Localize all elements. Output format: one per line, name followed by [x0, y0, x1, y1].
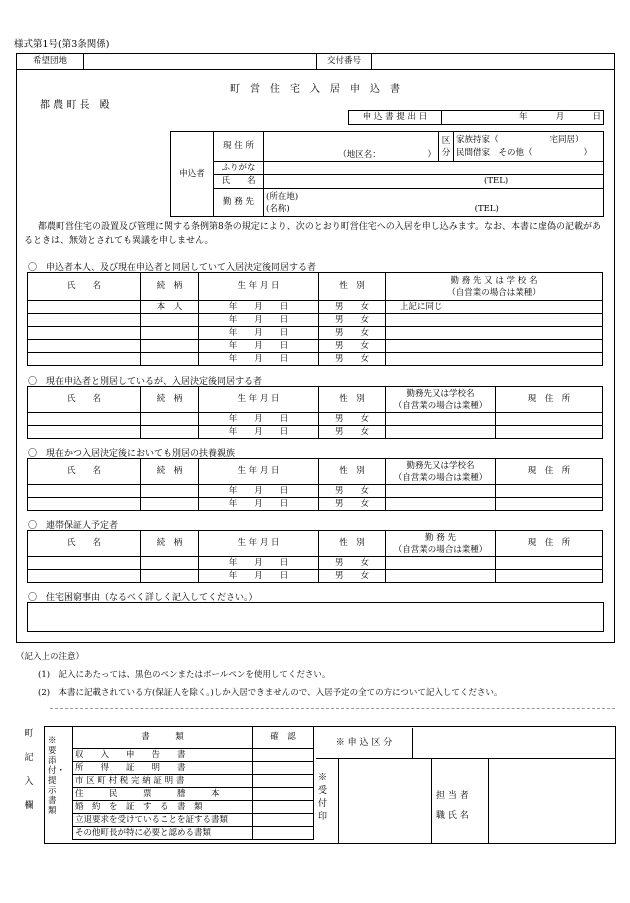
- section1-title: 〇 申込者本人、及び現在申込者と同居していて入居決定後同居する者: [28, 263, 317, 273]
- work-cell[interactable]: [386, 314, 603, 327]
- work-cell[interactable]: [386, 353, 603, 366]
- day-unit: 日: [592, 112, 601, 122]
- address-field[interactable]: [264, 132, 439, 162]
- staff-field[interactable]: [488, 759, 615, 843]
- work-cell[interactable]: [386, 413, 496, 426]
- s2-h-work: 勤務先又は学校名 （自営業の場合は業種）: [386, 387, 496, 413]
- relation-cell: 本 人: [141, 301, 199, 314]
- name-cell[interactable]: [28, 353, 141, 366]
- furigana-label: ふりがな: [214, 162, 264, 175]
- sex-cell[interactable]: 男 女: [319, 498, 386, 511]
- sex-cell[interactable]: 男 女: [319, 327, 386, 340]
- work-cell: 上記に同じ: [386, 301, 603, 314]
- name-cell[interactable]: [28, 340, 141, 353]
- sex-cell[interactable]: 男 女: [319, 340, 386, 353]
- addressee: 都 農 町 長 殿: [40, 100, 110, 111]
- section4-title: 〇 連帯保証人予定者: [28, 521, 119, 531]
- table-row: [28, 570, 603, 583]
- table-row: [28, 426, 603, 439]
- dob-cell[interactable]: 年 月 日: [199, 498, 319, 511]
- doc-item: その他町長が特に必要と認める書類: [73, 827, 253, 840]
- doc-item: 立退要求を受けていることを証する書類: [73, 814, 253, 827]
- name-cell[interactable]: [28, 426, 141, 439]
- name-cell[interactable]: [28, 570, 141, 583]
- sex-cell[interactable]: 男 女: [319, 413, 386, 426]
- s2-h-address: 現 住 所: [496, 387, 603, 413]
- relation-cell[interactable]: [141, 314, 199, 327]
- s2-h-sex: 性 別: [319, 387, 386, 413]
- required-docs-label: ※要添付・提示書類: [48, 736, 66, 816]
- dob-cell[interactable]: 年 月 日: [199, 485, 319, 498]
- header-table: [16, 53, 615, 70]
- doc-item: 市 区 町 村 税 完 納 証 明 書: [73, 775, 253, 788]
- name-cell[interactable]: [28, 314, 141, 327]
- doc-check[interactable]: [253, 827, 314, 840]
- dob-cell[interactable]: 年 月 日: [199, 340, 319, 353]
- table-row: [28, 485, 603, 498]
- relation-cell[interactable]: [141, 426, 199, 439]
- dob-cell[interactable]: 年 月 日: [199, 314, 319, 327]
- name-cell[interactable]: [28, 485, 141, 498]
- name-field[interactable]: [264, 175, 604, 189]
- koufu-field[interactable]: [372, 54, 615, 70]
- koufu-label: 交付番号: [317, 54, 372, 70]
- section1-table: [27, 272, 603, 366]
- relation-cell[interactable]: [141, 570, 199, 583]
- work-field[interactable]: [264, 189, 604, 217]
- doc-item: 収 入 申 告 書: [73, 749, 253, 762]
- section2-table: [27, 386, 603, 439]
- work-cell[interactable]: [386, 498, 496, 511]
- name-cell[interactable]: [28, 498, 141, 511]
- dob-cell[interactable]: 年 月 日: [199, 353, 319, 366]
- doc-item: 所 得 証 明 書: [73, 762, 253, 775]
- address-cell[interactable]: [496, 570, 603, 583]
- submit-date-field[interactable]: [442, 111, 604, 125]
- declaration-text: 都農町営住宅の設置及び管理に関する条例第8条の規定により、次のとおり町営住宅への入居を申し込みます。なお、本書に虚偽の記載があるときは、無効とされても異議を申しません。: [24, 222, 602, 246]
- s1-h-name: 氏 名: [28, 273, 141, 301]
- s1-h-dob: 生 年 月 日: [199, 273, 319, 301]
- doc-check[interactable]: [253, 814, 314, 827]
- dob-cell[interactable]: 年 月 日: [199, 301, 319, 314]
- sex-cell[interactable]: 男 女: [319, 301, 386, 314]
- s2-h-relation: 続 柄: [141, 387, 199, 413]
- section3-title: 〇 現在かつ入居決定後においても別居の扶養親族: [28, 449, 236, 459]
- tel-label: (TEL): [484, 176, 509, 186]
- table-row: [28, 327, 603, 340]
- address-cell[interactable]: [496, 557, 603, 570]
- docs-header: 書 類: [73, 727, 253, 749]
- sex-cell[interactable]: 男 女: [319, 557, 386, 570]
- work-cell[interactable]: [386, 570, 496, 583]
- table-row: [28, 498, 603, 511]
- applicant-block-label: 申込者: [171, 132, 214, 217]
- sex-cell[interactable]: 男 女: [319, 426, 386, 439]
- work-label: 勤 務 先: [214, 189, 264, 217]
- sex-cell[interactable]: 男 女: [319, 485, 386, 498]
- s4-h-name: 氏 名: [28, 531, 141, 557]
- s4-h-work: 勤 務 先 （自営業の場合は業種）: [386, 531, 496, 557]
- doc-item: 住 民 票 謄 本: [73, 788, 253, 801]
- month-unit: 月: [555, 112, 565, 122]
- s3-h-name: 氏 名: [28, 459, 141, 485]
- docs-table: [72, 726, 314, 840]
- doc-item: 婚 約 を 証 す る 書 類: [73, 801, 253, 814]
- notes-heading: （記入上の注意）: [16, 652, 85, 662]
- address-cell[interactable]: [496, 498, 603, 511]
- relation-cell[interactable]: [141, 353, 199, 366]
- section4-table: [27, 530, 603, 583]
- staff-label: 担 当 者 職 氏 名: [436, 791, 469, 821]
- section3-table: [27, 458, 603, 511]
- relation-cell[interactable]: [141, 498, 199, 511]
- s3-h-relation: 続 柄: [141, 459, 199, 485]
- table-row: [28, 301, 603, 314]
- kubun-label: 区分: [439, 132, 454, 162]
- separator-line: [50, 708, 615, 709]
- kubun-options[interactable]: [454, 132, 604, 162]
- submit-date-table: [348, 110, 604, 125]
- s2-h-dob: 生 年 月 日: [199, 387, 319, 413]
- dob-cell[interactable]: 年 月 日: [199, 327, 319, 340]
- work-tel-label: (TEL): [474, 203, 499, 214]
- form-title: 町 営 住 宅 入 居 申 込 書: [230, 84, 400, 95]
- doc-check[interactable]: [253, 749, 314, 762]
- note-1: (1) 記入にあたっては、黒色のペンまたはボールペンを使用してください。: [38, 670, 331, 680]
- s1-h-work: 勤 務 先 又 は 学 校 名 （自営業の場合は業種）: [386, 273, 603, 301]
- s3-h-dob: 生 年 月 日: [199, 459, 319, 485]
- table-row: [28, 353, 603, 366]
- dob-cell[interactable]: 年 月 日: [199, 557, 319, 570]
- furigana-field[interactable]: [264, 162, 604, 175]
- district-label: （地区名： ）: [338, 150, 436, 160]
- kibou-label: 希望団地: [17, 54, 84, 70]
- doc-check[interactable]: [253, 762, 314, 775]
- name-cell[interactable]: [28, 301, 141, 314]
- s1-h-relation: 続 柄: [141, 273, 199, 301]
- confirm-header: 確 認: [253, 727, 314, 749]
- s3-h-address: 現 住 所: [496, 459, 603, 485]
- hardship-reason-field[interactable]: [27, 602, 604, 632]
- work-name-label: (名称): [266, 203, 290, 214]
- work-cell[interactable]: [386, 327, 603, 340]
- office-side-label: 町 記 入 欄: [24, 729, 43, 811]
- section5-title: 〇 住宅困窮事由（なるべく詳しく記入してください。）: [28, 593, 258, 603]
- apply-category-label: ※ 申 込 区 分: [316, 728, 413, 759]
- dob-cell[interactable]: 年 月 日: [199, 426, 319, 439]
- table-row: [28, 340, 603, 353]
- table-row: [28, 557, 603, 570]
- doc-check[interactable]: [253, 788, 314, 801]
- applicant-table: [170, 131, 604, 217]
- table-row: [28, 314, 603, 327]
- doc-check[interactable]: [253, 801, 314, 814]
- section2-title: 〇 現在申込者と別居しているが、入居決定後同居する者: [28, 377, 263, 387]
- sex-cell[interactable]: 男 女: [319, 353, 386, 366]
- kibou-field[interactable]: [84, 54, 317, 70]
- name-cell[interactable]: [28, 327, 141, 340]
- relation-cell[interactable]: [141, 557, 199, 570]
- reception-stamp-field[interactable]: [338, 759, 432, 843]
- table-row: [28, 413, 603, 426]
- dob-cell[interactable]: 年 月 日: [199, 413, 319, 426]
- s3-h-work: 勤務先又は学校名 （自営業の場合は業種）: [386, 459, 496, 485]
- kubun-option-1[interactable]: 家族持家（ 宅同居）: [456, 134, 584, 145]
- work-cell[interactable]: [386, 485, 496, 498]
- year-unit: 年: [519, 112, 528, 122]
- s3-h-sex: 性 別: [319, 459, 386, 485]
- sex-cell[interactable]: 男 女: [319, 570, 386, 583]
- apply-category-field[interactable]: [413, 728, 615, 759]
- name-cell[interactable]: [28, 557, 141, 570]
- s4-h-address: 現 住 所: [496, 531, 603, 557]
- form-number-label: 様式第1号(第3条関係): [14, 39, 110, 50]
- kubun-option-2[interactable]: 民間借家 その他（ ）: [456, 147, 593, 158]
- address-cell[interactable]: [496, 485, 603, 498]
- name-cell[interactable]: [28, 413, 141, 426]
- s1-h-sex: 性 別: [319, 273, 386, 301]
- s2-h-name: 氏 名: [28, 387, 141, 413]
- address-cell[interactable]: [496, 426, 603, 439]
- address-label: 現 住 所: [214, 132, 264, 162]
- s4-h-sex: 性 別: [319, 531, 386, 557]
- reception-stamp-label: ※受付印: [318, 773, 328, 822]
- dob-cell[interactable]: 年 月 日: [199, 570, 319, 583]
- address-cell[interactable]: [496, 413, 603, 426]
- note-2: (2) 本書に記載されている方(保証人を除く。)しか入居できませんので、入居予定の全ての方について記入してください。: [38, 688, 503, 698]
- relation-cell[interactable]: [141, 413, 199, 426]
- work-address-label: (所在地): [266, 191, 299, 202]
- sex-cell[interactable]: 男 女: [319, 314, 386, 327]
- relation-cell[interactable]: [141, 485, 199, 498]
- s4-h-relation: 続 柄: [141, 531, 199, 557]
- work-cell[interactable]: [386, 557, 496, 570]
- work-cell[interactable]: [386, 426, 496, 439]
- doc-check[interactable]: [253, 775, 314, 788]
- s4-h-dob: 生 年 月 日: [199, 531, 319, 557]
- relation-cell[interactable]: [141, 340, 199, 353]
- submit-date-label: 申 込 書 提 出 日: [349, 111, 442, 125]
- name-label: 氏 名: [214, 175, 264, 189]
- relation-cell[interactable]: [141, 327, 199, 340]
- work-cell[interactable]: [386, 340, 603, 353]
